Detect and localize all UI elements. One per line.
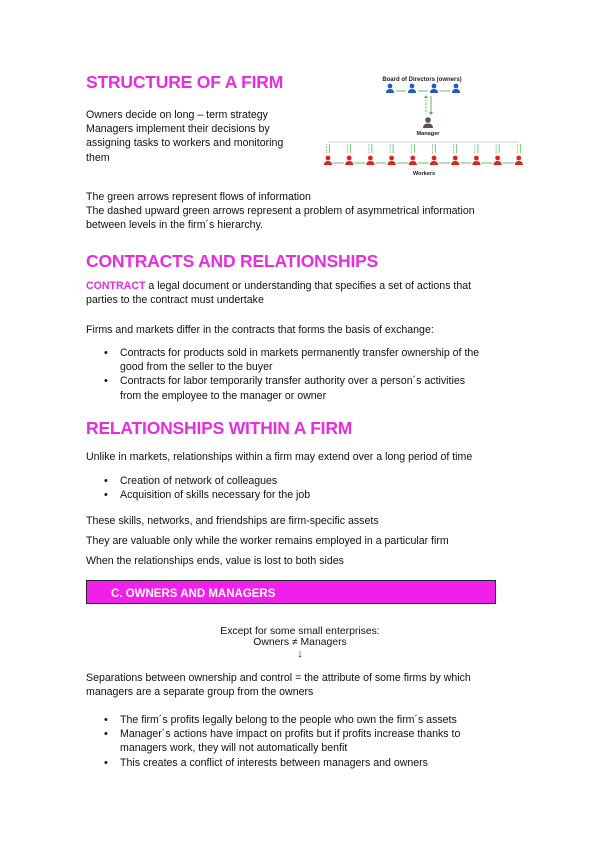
manager-person-icon — [423, 117, 433, 128]
bullet-line: This creates a conflict of interests between managers and owners — [120, 756, 428, 769]
contracts-intro: Firms and markets differ in the contracts that forms the basis of exchange: — [86, 324, 434, 336]
intro-line: Managers implement their decisions by — [86, 123, 270, 136]
callout-line: Except for some small enterprises: — [220, 626, 380, 637]
workers-row — [324, 142, 523, 165]
definition-line: managers are a separate group from the owners — [86, 686, 314, 699]
worker-person-icon — [366, 156, 374, 165]
owners-managers-callout — [180, 626, 420, 660]
firm-hierarchy-diagram — [314, 74, 530, 178]
owner-person-icon — [408, 84, 416, 93]
relationships-line: When the relationships ends, value is lost to both sides — [86, 555, 344, 567]
note-line: The green arrows represent flows of information — [86, 191, 311, 203]
owners-managers-bullet-list — [86, 713, 526, 770]
heading-structure-of-a-firm: STRUCTURE OF A FIRM — [86, 72, 284, 92]
note-line: The dashed upward green arrows represent a problem of asymmetrical information — [86, 205, 475, 218]
worker-person-icon — [430, 156, 438, 165]
owner-person-icon — [452, 84, 460, 93]
heading-contracts-and-relationships: CONTRACTS AND RELATIONSHIPS — [86, 251, 379, 271]
list-item — [86, 756, 526, 770]
bullet-line: Contracts for labor temporarily transfer authority over a person´s activities — [120, 375, 466, 388]
relationships-bullet-list — [86, 474, 526, 502]
contracts-bullet-list — [86, 346, 526, 403]
contract-definition — [86, 279, 526, 307]
owner-person-icon — [430, 84, 438, 93]
worker-person-icon — [515, 156, 523, 165]
relationships-intro: Unlike in markets, relationships within a firm may extend over a long period of time — [86, 451, 473, 463]
worker-person-icon — [494, 156, 502, 165]
callout-line: Owners ≠ Managers — [253, 637, 347, 648]
banner-label: C. OWNERS AND MANAGERS — [111, 588, 276, 600]
list-item — [86, 727, 526, 755]
bullet-line: good from the seller to the buyer — [120, 361, 273, 374]
arrow-down-icon: ↓ — [297, 648, 303, 660]
worker-person-icon — [388, 156, 396, 165]
worker-person-icon — [472, 156, 480, 165]
contract-term: CONTRACT — [86, 280, 146, 292]
worker-person-icon — [451, 156, 459, 165]
manager-label: Manager — [416, 131, 440, 137]
arrow-head-up — [424, 95, 428, 98]
section-banner-owners-and-managers — [86, 580, 496, 604]
list-item: • Acquisition of skills necessary for the job — [86, 488, 526, 502]
worker-person-icon — [345, 156, 353, 165]
relationships-line: These skills, networks, and friendships are firm-specific assets — [86, 515, 379, 527]
note-line: between levels in the firm´s hierarchy. — [86, 219, 264, 232]
owner-person-icon — [386, 84, 394, 93]
diagram-notes — [86, 190, 526, 233]
list-item — [86, 374, 526, 402]
intro-line: Owners decide on long – term strategy — [86, 109, 268, 121]
worker-person-icon — [324, 156, 332, 165]
separation-definition — [86, 671, 526, 699]
hierarchy-diagram-svg — [314, 74, 530, 178]
bullet-line: from the employee to the manager or owner — [120, 389, 327, 402]
owners-row — [386, 84, 460, 93]
list-item: • Creation of network of colleagues — [86, 474, 526, 488]
workers-label: Workers — [412, 171, 436, 177]
contract-definition-text: a legal document or understanding that specifies a set of actions that — [145, 280, 472, 292]
structure-intro — [86, 108, 326, 165]
bullet-line: The firm´s profits legally belong to the people who own the firm´s assets — [120, 714, 457, 726]
definition-line: Separations between ownership and control = the attribute of some firms by which — [86, 672, 471, 684]
list-item — [86, 713, 526, 727]
bullet-line: managers work, they will not automatically benfit — [120, 742, 348, 755]
worker-person-icon — [409, 156, 417, 165]
board-of-directors-label: Board of Directors (owners) — [382, 77, 462, 83]
arrow-head-down — [429, 112, 433, 115]
intro-line: assigning tasks to workers and monitoring — [86, 137, 284, 150]
relationships-line: They are valuable only while the worker remains employed in a particular firm — [86, 535, 449, 547]
list-item — [86, 346, 526, 374]
heading-relationships-within-a-firm: RELATIONSHIPS WITHIN A FIRM — [86, 418, 353, 438]
bullet-line: Manager´s actions have impact on profits but if profits increase thanks to — [120, 728, 461, 741]
bullet-line: Contracts for products sold in markets permanently transfer ownership of the — [120, 347, 480, 359]
contract-definition-line — [86, 279, 526, 293]
intro-line: them — [86, 151, 110, 164]
contract-definition-line: parties to the contract must undertake — [86, 294, 264, 307]
